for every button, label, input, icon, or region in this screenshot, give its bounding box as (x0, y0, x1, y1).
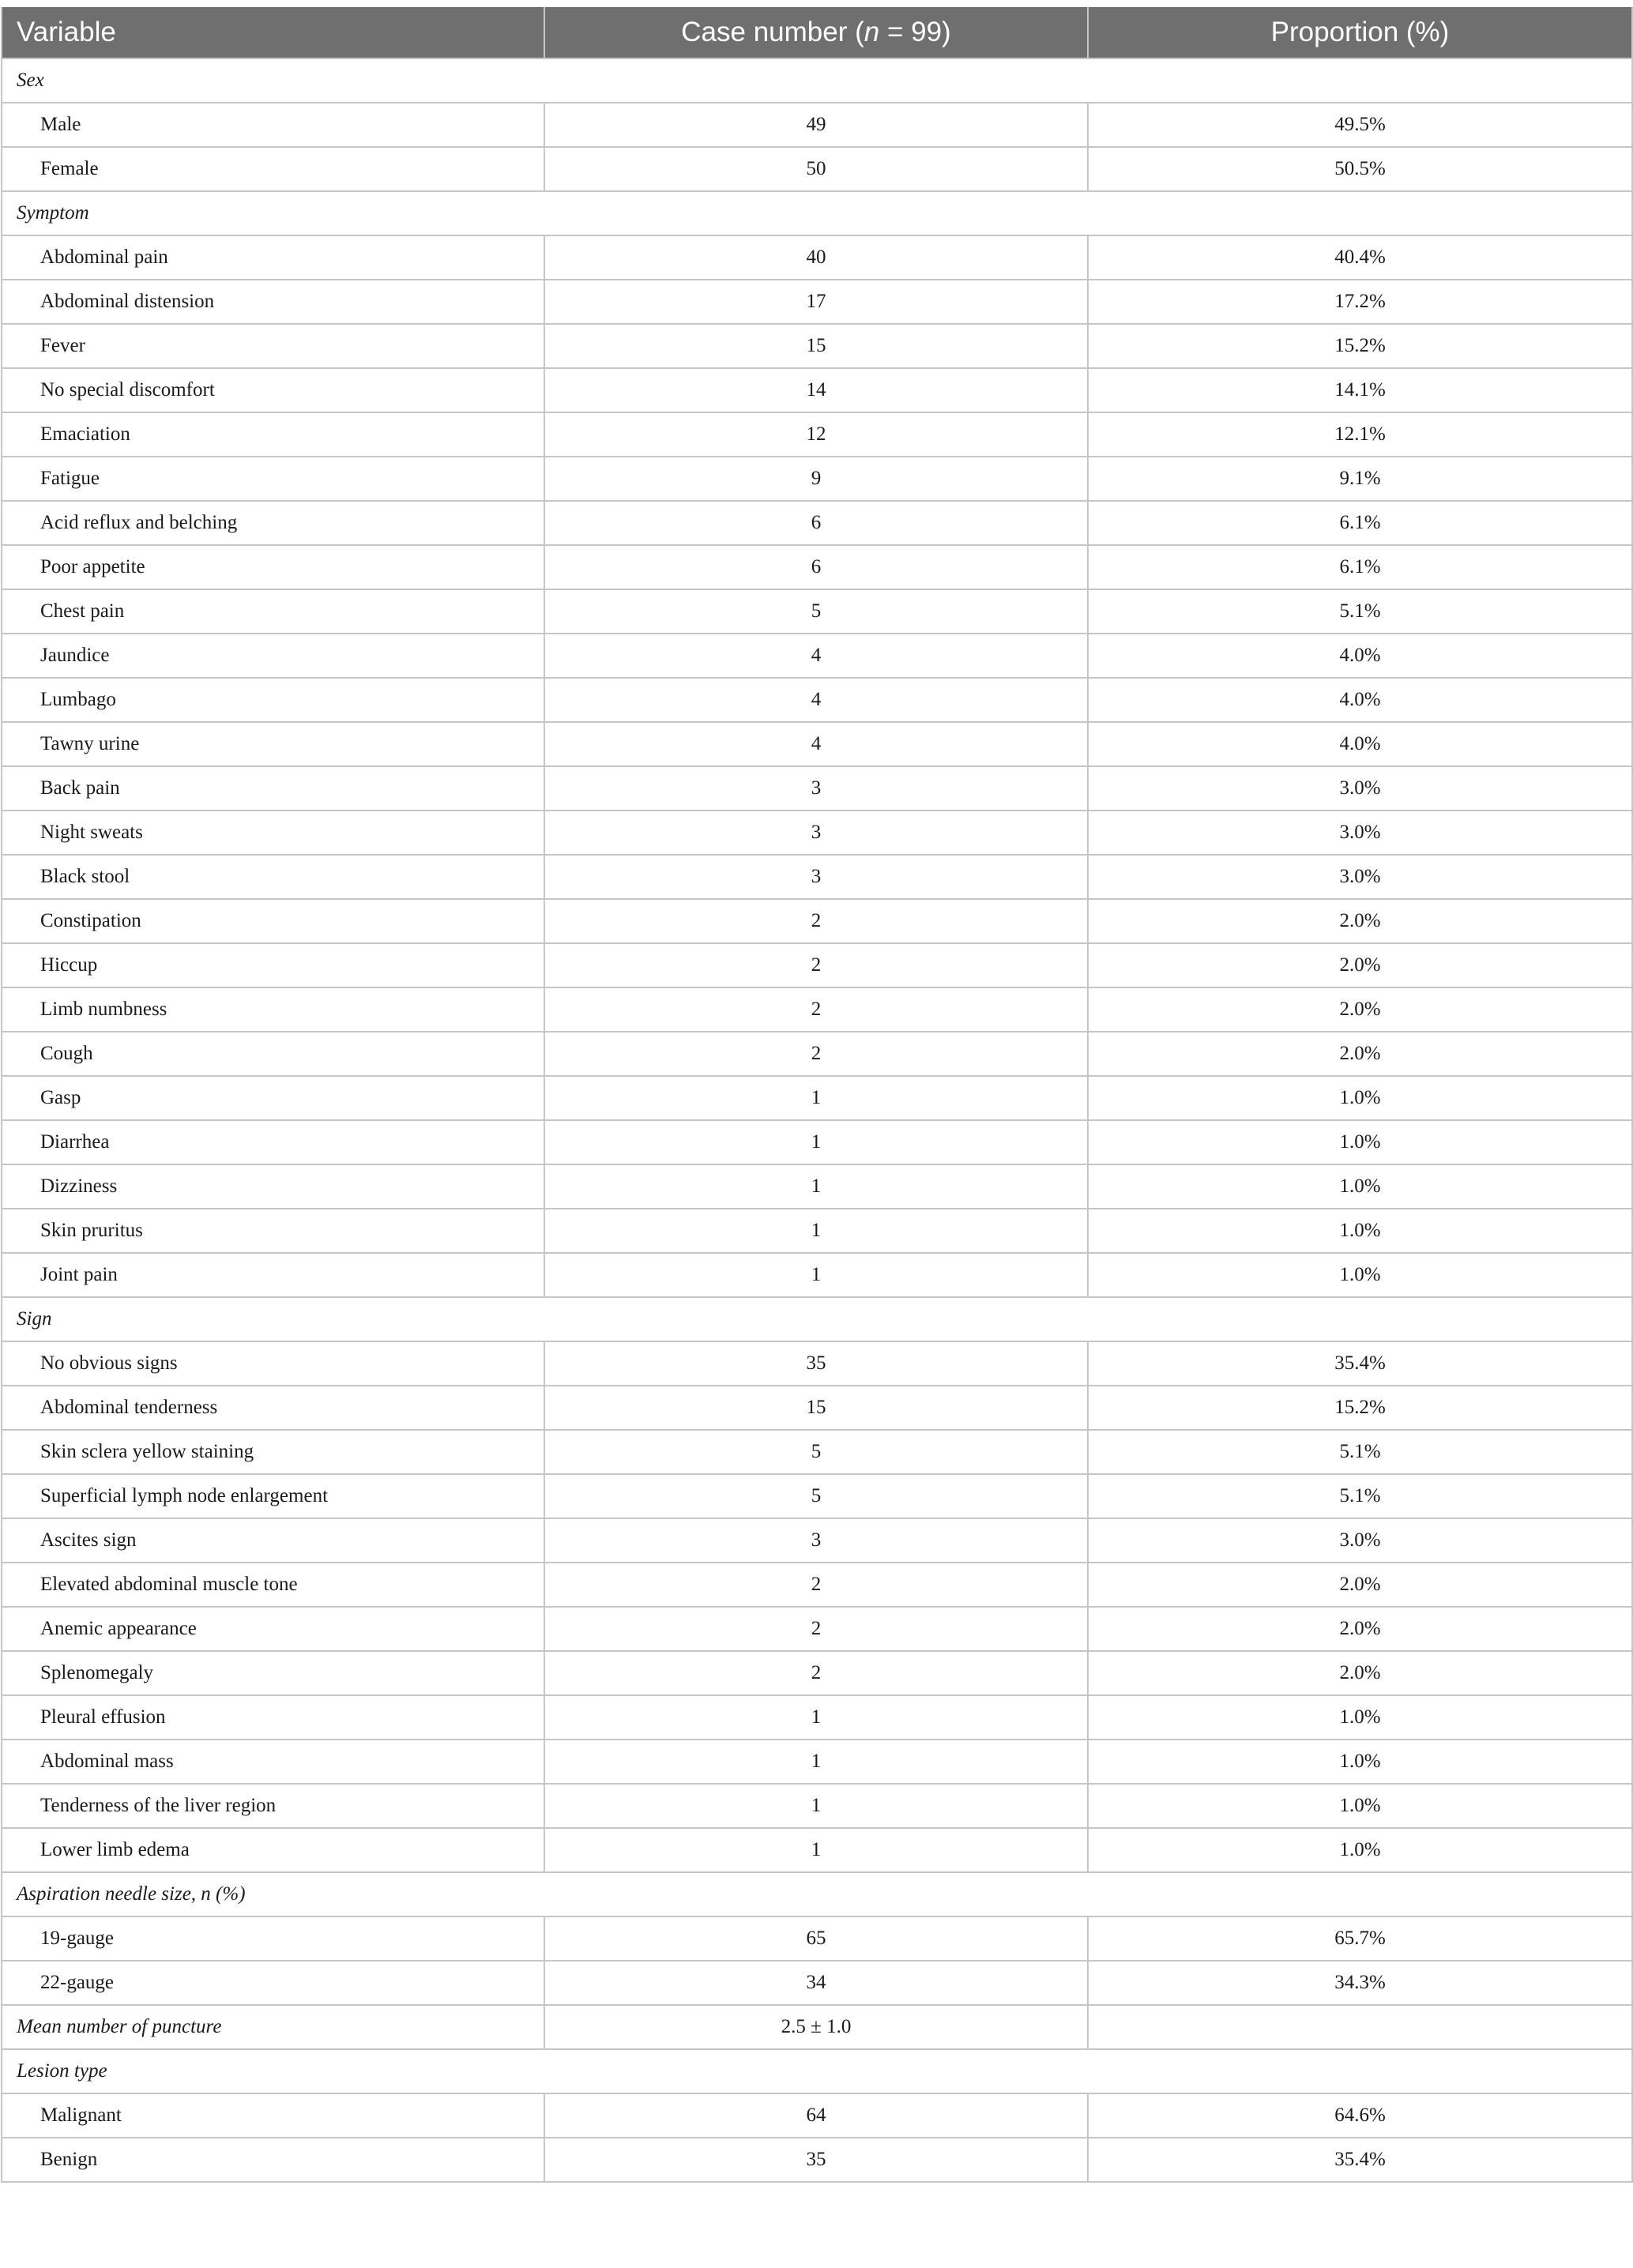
row-label: Lower limb edema (2, 1828, 544, 1872)
row-count: 50 (544, 147, 1088, 191)
section-row (2, 2005, 1632, 2049)
row-label: Diarrhea (2, 1120, 544, 1164)
row-label: Fatigue (2, 457, 544, 501)
table-row (2, 1784, 1632, 1828)
row-label: Abdominal pain (2, 235, 544, 280)
row-proportion: 5.1% (1088, 589, 1632, 634)
section-title: Symptom (2, 191, 1632, 235)
table-row (2, 1164, 1632, 1209)
row-label: Splenomegaly (2, 1651, 544, 1695)
header-case-number-suffix: = 99) (879, 17, 951, 47)
row-count: 4 (544, 722, 1088, 766)
row-proportion: 40.4% (1088, 235, 1632, 280)
row-label: Acid reflux and belching (2, 501, 544, 545)
row-count: 1 (544, 1740, 1088, 1784)
row-proportion: 1.0% (1088, 1784, 1632, 1828)
section-title: Aspiration needle size, n (%) (2, 1872, 1632, 1916)
row-count: 9 (544, 457, 1088, 501)
table-row (2, 987, 1632, 1032)
table-row (2, 1430, 1632, 1474)
row-count: 17 (544, 280, 1088, 324)
row-count: 2 (544, 987, 1088, 1032)
table-row (2, 1120, 1632, 1164)
row-proportion: 6.1% (1088, 501, 1632, 545)
table-row (2, 766, 1632, 811)
row-count: 6 (544, 501, 1088, 545)
row-count: 1 (544, 1695, 1088, 1740)
row-count: 15 (544, 324, 1088, 368)
row-proportion: 64.6% (1088, 2093, 1632, 2138)
table-row (2, 589, 1632, 634)
row-proportion: 1.0% (1088, 1209, 1632, 1253)
table-row (2, 855, 1632, 899)
row-proportion: 1.0% (1088, 1740, 1632, 1784)
row-proportion: 50.5% (1088, 147, 1632, 191)
row-proportion: 2.0% (1088, 987, 1632, 1032)
row-count: 64 (544, 2093, 1088, 2138)
header-case-number (544, 7, 1088, 58)
table-row (2, 1253, 1632, 1297)
row-count: 2 (544, 1563, 1088, 1607)
row-label: Dizziness (2, 1164, 544, 1209)
row-proportion: 14.1% (1088, 368, 1632, 412)
row-proportion: 1.0% (1088, 1253, 1632, 1297)
row-count: 3 (544, 811, 1088, 855)
row-count: 5 (544, 1430, 1088, 1474)
table-header (2, 7, 1632, 58)
row-proportion: 5.1% (1088, 1474, 1632, 1518)
row-count: 1 (544, 1784, 1088, 1828)
row-count: 35 (544, 2138, 1088, 2182)
row-count: 35 (544, 1341, 1088, 1386)
row-proportion: 35.4% (1088, 2138, 1632, 2182)
table-row (2, 1563, 1632, 1607)
row-proportion: 2.0% (1088, 1651, 1632, 1695)
table-row (2, 2138, 1632, 2182)
table-row (2, 634, 1632, 678)
section-row (2, 2049, 1632, 2093)
section-title: Sign (2, 1297, 1632, 1341)
row-proportion: 34.3% (1088, 1961, 1632, 2005)
row-label: Hiccup (2, 943, 544, 987)
row-proportion: 5.1% (1088, 1430, 1632, 1474)
row-label: Chest pain (2, 589, 544, 634)
row-proportion: 6.1% (1088, 545, 1632, 589)
table-row (2, 1209, 1632, 1253)
row-count: 15 (544, 1386, 1088, 1430)
row-proportion: 1.0% (1088, 1695, 1632, 1740)
row-label: Tawny urine (2, 722, 544, 766)
section-row (2, 58, 1632, 103)
row-proportion: 2.0% (1088, 899, 1632, 943)
row-proportion: 4.0% (1088, 678, 1632, 722)
header-case-number-n: n (864, 17, 880, 47)
row-count: 3 (544, 766, 1088, 811)
header-proportion: Proportion (%) (1088, 7, 1632, 58)
row-count: 1 (544, 1076, 1088, 1120)
row-label: Fever (2, 324, 544, 368)
row-proportion: 2.0% (1088, 1607, 1632, 1651)
table-row (2, 1032, 1632, 1076)
section-row (2, 1297, 1632, 1341)
table-row (2, 1386, 1632, 1430)
row-proportion: 12.1% (1088, 412, 1632, 457)
section-row (2, 191, 1632, 235)
row-label: Night sweats (2, 811, 544, 855)
header-row (2, 7, 1632, 58)
table-row (2, 501, 1632, 545)
row-label: Abdominal mass (2, 1740, 544, 1784)
table-row (2, 235, 1632, 280)
row-proportion: 1.0% (1088, 1164, 1632, 1209)
row-label: Jaundice (2, 634, 544, 678)
row-proportion: 4.0% (1088, 722, 1632, 766)
row-count: 1 (544, 1209, 1088, 1253)
table-row (2, 457, 1632, 501)
section-row (2, 1872, 1632, 1916)
row-count: 34 (544, 1961, 1088, 2005)
row-label: Female (2, 147, 544, 191)
table-row (2, 811, 1632, 855)
row-label: Benign (2, 2138, 544, 2182)
row-count: 40 (544, 235, 1088, 280)
row-count: 2 (544, 1607, 1088, 1651)
table-row (2, 678, 1632, 722)
section-title: Lesion type (2, 2049, 1632, 2093)
row-proportion: 3.0% (1088, 1518, 1632, 1563)
row-label: No obvious signs (2, 1341, 544, 1386)
row-proportion: 4.0% (1088, 634, 1632, 678)
row-count: 3 (544, 855, 1088, 899)
row-proportion: 9.1% (1088, 457, 1632, 501)
table-row (2, 1651, 1632, 1695)
row-proportion: 2.0% (1088, 943, 1632, 987)
row-label: 22-gauge (2, 1961, 544, 2005)
row-count: 4 (544, 678, 1088, 722)
table-row (2, 2093, 1632, 2138)
row-count: 5 (544, 1474, 1088, 1518)
row-proportion: 65.7% (1088, 1916, 1632, 1961)
table-row (2, 1828, 1632, 1872)
table-row (2, 899, 1632, 943)
row-count: 2 (544, 899, 1088, 943)
table-row (2, 1916, 1632, 1961)
row-count: 4 (544, 634, 1088, 678)
row-proportion: 15.2% (1088, 324, 1632, 368)
table-row (2, 1607, 1632, 1651)
row-label: Limb numbness (2, 987, 544, 1032)
table-row (2, 545, 1632, 589)
row-label: Joint pain (2, 1253, 544, 1297)
row-label: Skin sclera yellow staining (2, 1430, 544, 1474)
row-label: Malignant (2, 2093, 544, 2138)
row-count: 6 (544, 545, 1088, 589)
row-proportion: 17.2% (1088, 280, 1632, 324)
table-row (2, 368, 1632, 412)
row-count: 65 (544, 1916, 1088, 1961)
table-row (2, 1474, 1632, 1518)
table-row (2, 1076, 1632, 1120)
row-count: 12 (544, 412, 1088, 457)
table-row (2, 1518, 1632, 1563)
table-row (2, 1695, 1632, 1740)
table-body (2, 58, 1632, 2182)
row-label: Abdominal distension (2, 280, 544, 324)
row-label: Constipation (2, 899, 544, 943)
row-label: Emaciation (2, 412, 544, 457)
empty-cell (1088, 2005, 1632, 2049)
row-count: 2 (544, 1651, 1088, 1695)
row-label: Back pain (2, 766, 544, 811)
table-row (2, 324, 1632, 368)
table-row (2, 147, 1632, 191)
row-proportion: 35.4% (1088, 1341, 1632, 1386)
row-label: Elevated abdominal muscle tone (2, 1563, 544, 1607)
row-label: Superficial lymph node enlargement (2, 1474, 544, 1518)
table-row (2, 103, 1632, 147)
table-row (2, 722, 1632, 766)
row-proportion: 1.0% (1088, 1076, 1632, 1120)
section-value: 2.5 ± 1.0 (544, 2005, 1088, 2049)
row-label: Poor appetite (2, 545, 544, 589)
row-label: Abdominal tenderness (2, 1386, 544, 1430)
row-label: Lumbago (2, 678, 544, 722)
table-row (2, 280, 1632, 324)
row-count: 3 (544, 1518, 1088, 1563)
row-count: 49 (544, 103, 1088, 147)
row-proportion: 2.0% (1088, 1563, 1632, 1607)
row-count: 2 (544, 1032, 1088, 1076)
header-variable: Variable (2, 7, 544, 58)
row-label: Skin pruritus (2, 1209, 544, 1253)
row-count: 1 (544, 1828, 1088, 1872)
header-case-number-prefix: Case number ( (681, 17, 864, 47)
row-proportion: 1.0% (1088, 1828, 1632, 1872)
row-count: 1 (544, 1164, 1088, 1209)
table-row (2, 1740, 1632, 1784)
row-proportion: 3.0% (1088, 855, 1632, 899)
table-row (2, 412, 1632, 457)
row-label: No special discomfort (2, 368, 544, 412)
row-count: 5 (544, 589, 1088, 634)
row-proportion: 3.0% (1088, 811, 1632, 855)
table-row (2, 1961, 1632, 2005)
row-label: Pleural effusion (2, 1695, 544, 1740)
table-row (2, 1341, 1632, 1386)
row-label: Anemic appearance (2, 1607, 544, 1651)
row-proportion: 3.0% (1088, 766, 1632, 811)
row-label: Tenderness of the liver region (2, 1784, 544, 1828)
row-label: Male (2, 103, 544, 147)
row-proportion: 1.0% (1088, 1120, 1632, 1164)
row-count: 1 (544, 1253, 1088, 1297)
table-row (2, 943, 1632, 987)
row-label: Black stool (2, 855, 544, 899)
section-title: Sex (2, 58, 1632, 103)
row-label: Cough (2, 1032, 544, 1076)
row-proportion: 49.5% (1088, 103, 1632, 147)
section-title: Mean number of puncture (2, 2005, 544, 2049)
row-label: Gasp (2, 1076, 544, 1120)
row-count: 1 (544, 1120, 1088, 1164)
row-proportion: 15.2% (1088, 1386, 1632, 1430)
row-label: 19-gauge (2, 1916, 544, 1961)
row-count: 2 (544, 943, 1088, 987)
row-label: Ascites sign (2, 1518, 544, 1563)
row-proportion: 2.0% (1088, 1032, 1632, 1076)
row-count: 14 (544, 368, 1088, 412)
characteristics-table (1, 7, 1633, 2183)
